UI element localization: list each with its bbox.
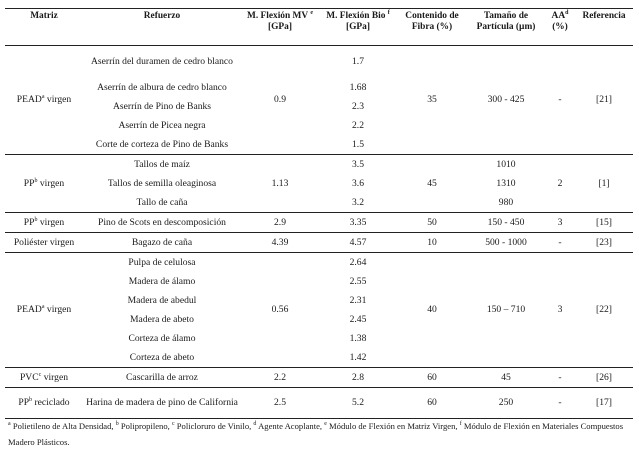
- cell-matriz: PEAD$^a$ virgen: [5, 46, 83, 155]
- header-referencia: Referencia: [575, 9, 633, 46]
- cell-tamano: 1310: [496, 177, 516, 189]
- table-footnote: $^a$ Polietileno de Alta Densidad, $^b$ Polipropileno, $^c$ Policloruro de Vinilo, $^d$ Agente Acoplante, $^e$ Módulo de Flexión en Matriz Virgen, $^f$ Módulo de Flexión en Materiales Compuestos Madero Plásticos.: [8, 421, 624, 447]
- cell-refuerzo: Cascarilla de arroz: [83, 368, 241, 388]
- cell-mflex-bio: 1.42: [319, 348, 397, 368]
- cell-mflex-bio: 2.55: [349, 275, 367, 287]
- cell-matriz: $PP^b$ virgen: [5, 155, 83, 213]
- cell-refuerzo: Aserrín de Picea negra: [118, 119, 206, 131]
- cell-referencia: [21]: [575, 46, 633, 155]
- cell-mflex-bio: 2.64: [319, 253, 397, 273]
- cell-contenido: 45: [397, 155, 467, 213]
- cell-mflex-bio: 1.68: [349, 81, 367, 93]
- cell-aa: -: [545, 46, 575, 155]
- cell-referencia: [17]: [575, 388, 633, 419]
- cell-contenido: 35: [397, 46, 467, 155]
- cell-contenido: 40: [397, 253, 467, 368]
- cell-mflex-bio: 2.31: [349, 294, 367, 306]
- cell-aa: 2: [545, 155, 575, 213]
- cell-aa: -: [545, 368, 575, 388]
- cell-refuerzo: Harina de madera de pino de California: [83, 388, 241, 419]
- cell-tamano: 250: [467, 388, 545, 419]
- cell-refuerzo: Tallos de semilla oleaginosa: [107, 177, 217, 189]
- table-body: [5, 46, 633, 419]
- cell-mflex-bio: 3.5: [319, 155, 397, 175]
- cell-refuerzo: Corteza de álamo: [128, 332, 196, 344]
- cell-refuerzo: Madera de abedul: [127, 294, 197, 306]
- cell-tamano: 500 - 1000: [467, 233, 545, 253]
- cell-refuerzo: Tallo de caña: [83, 193, 241, 213]
- cell-tamano: 980: [467, 193, 545, 213]
- cell-tamano: 150 - 450: [467, 213, 545, 233]
- table-row: [5, 155, 633, 175]
- header-tamano: Tamaño de Partícula (µm): [467, 9, 545, 46]
- header-contenido: Contenido de Fibra (%): [397, 9, 467, 46]
- cell-mflex-mv: 1.13: [241, 155, 319, 213]
- cell-mflex-bio: 1.38: [349, 332, 367, 344]
- cell-mflex-mv: 0.56: [241, 253, 319, 368]
- cell-contenido: 10: [397, 233, 467, 253]
- table-row: [5, 388, 633, 419]
- cell-aa: 3: [545, 253, 575, 368]
- cell-matriz: $PP^b$ reciclado: [5, 388, 83, 419]
- header-aa: $AA^d$ (%): [545, 9, 575, 46]
- cell-aa: -: [545, 233, 575, 253]
- cell-mflex-bio: 2.2: [352, 119, 364, 131]
- cell-refuerzo: Corte de corteza de Pino de Banks: [83, 135, 241, 155]
- cell-mflex-bio: 2.3: [352, 100, 364, 112]
- cell-refuerzo: Madera de abeto: [130, 313, 194, 325]
- header-matriz: Matriz: [5, 9, 83, 46]
- cell-refuerzo: Aserrín de albura de cedro blanco: [97, 81, 227, 93]
- table-row: [5, 213, 633, 233]
- cell-refuerzo: Tallos de maíz: [83, 155, 241, 175]
- header-mflex-bio: M. Flexión Bio $^f$ [GPa]: [319, 9, 397, 46]
- cell-matriz: PVC$^c$ virgen: [5, 368, 83, 388]
- cell-tamano: 45: [467, 368, 545, 388]
- cell-mflex-mv: 2.5: [241, 388, 319, 419]
- cell-referencia: [1]: [575, 155, 633, 213]
- table-row: [5, 46, 633, 79]
- cell-contenido: 50: [397, 213, 467, 233]
- cell-referencia: [23]: [575, 233, 633, 253]
- cell-aa: -: [545, 388, 575, 419]
- cell-matriz: Poliéster virgen: [5, 233, 83, 253]
- cell-refuerzo: Madera de álamo: [128, 275, 196, 287]
- cell-referencia: [26]: [575, 368, 633, 388]
- cell-matriz: PEAD$^a$ virgen: [5, 253, 83, 368]
- table-row: [5, 253, 633, 273]
- cell-matriz: $PP^b$ virgen: [5, 213, 83, 233]
- cell-aa: 3: [545, 213, 575, 233]
- table-row: [5, 368, 633, 388]
- cell-tamano: 1010: [467, 155, 545, 175]
- cell-mflex-mv: 2.2: [241, 368, 319, 388]
- cell-refuerzo: Pino de Scots en descomposición: [83, 213, 241, 233]
- cell-referencia: [22]: [575, 253, 633, 368]
- cell-refuerzo: Aserrín de Pino de Banks: [112, 100, 212, 112]
- header-refuerzo: Refuerzo: [83, 9, 241, 46]
- cell-refuerzo: Bagazo de caña: [83, 233, 241, 253]
- header-mflex-mv: M. Flexión MV $^e$ [GPa]: [241, 9, 319, 46]
- cell-mflex-bio: 1.7: [319, 46, 397, 79]
- cell-refuerzo: Pulpa de celulosa: [83, 253, 241, 273]
- cell-tamano: 150 – 710: [467, 253, 545, 368]
- cell-contenido: 60: [397, 388, 467, 419]
- cell-mflex-mv: 4.39: [241, 233, 319, 253]
- data-table: [5, 8, 633, 419]
- cell-refuerzo: Aserrín del duramen de cedro blanco: [83, 46, 241, 79]
- cell-mflex-mv: 0.9: [241, 46, 319, 155]
- cell-referencia: [15]: [575, 213, 633, 233]
- cell-mflex-bio: 1.5: [319, 135, 397, 155]
- table-row: [5, 193, 633, 213]
- table-header: [5, 9, 633, 46]
- cell-mflex-bio: 3.35: [319, 213, 397, 233]
- cell-mflex-bio: 3.2: [319, 193, 397, 213]
- table-row: [5, 233, 633, 253]
- cell-contenido: 60: [397, 368, 467, 388]
- cell-tamano: 300 - 425: [467, 46, 545, 155]
- table-row: [5, 174, 633, 193]
- cell-mflex-bio: 2.8: [319, 368, 397, 388]
- cell-mflex-bio: 4.57: [319, 233, 397, 253]
- cell-mflex-bio: 5.2: [319, 388, 397, 419]
- cell-mflex-bio: 2.45: [349, 313, 367, 325]
- cell-mflex-mv: 2.9: [241, 213, 319, 233]
- cell-refuerzo: Corteza de abeto: [83, 348, 241, 368]
- cell-mflex-bio: 3.6: [352, 177, 364, 189]
